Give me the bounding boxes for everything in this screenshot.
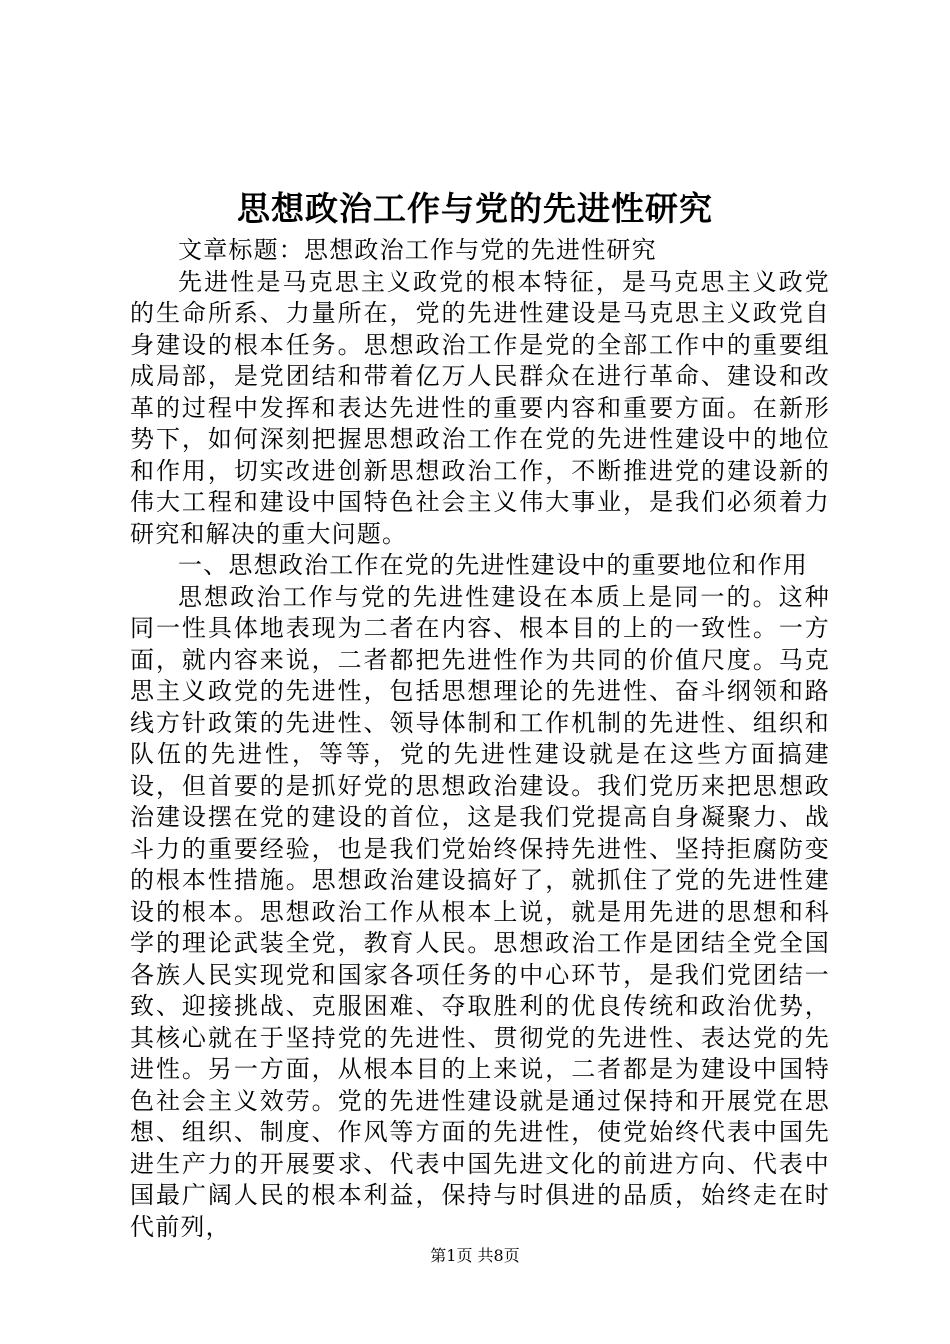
document-body	[130, 235, 830, 1243]
paragraph: 思想政治工作与党的先进性建设在本质上是同一的。这种同一性具体地表现为二者在内容、根本目的上的一致性。一方面，就内容来说，二者都把先进性作为共同的价值尺度。马克思主义政党的先进性，包括思想理论的先进性、奋斗纲领和路线方针政策的先进性、领导体制和工作机制的先进性、组织和队伍的先进性，等等，党的先进性建设就是在这些方面搞建设，但首要的是抓好党的思想政治建设。我们党历来把思想政治建设摆在党的建设的首位，这是我们党提高自身凝聚力、战斗力的重要经验，也是我们党始终保持先进性、坚持拒腐防变的根本性措施。思想政治建设搞好了，就抓住了党的先进性建设的根本。思想政治工作从根本上说，就是用先进的思想和科学的理论武装全党，教育人民。思想政治工作是团结全党全国各族人民实现党和国家各项任务的中心环节，是我们党团结一致、迎接挑战、克服困难、夺取胜利的优良传统和政治优势，其核心就在于坚持党的先进性、贯彻党的先进性、表达党的先进性。另一方面，从根本目的上来说，二者都是为建设中国特色社会主义效劳。党的先进性建设就是通过保持和开展党在思想、组织、制度、作风等方面的先进性，使党始终代表中国先进生产力的开展要求、代表中国先进文化的前进方向、代表中国最广阔人民的根本利益，保持与时俱进的品质，始终走在时代前列，	[130, 582, 830, 1241]
document-title: 思想政治工作与党的先进性研究	[237, 189, 713, 228]
paragraph: 先进性是马克思主义政党的根本特征，是马克思主义政党的生命所系、力量所在，党的先进性建设是马克思主义政党自身建设的根本任务。思想政治工作是党的全部工作中的重要组成局部，是党团结和带着亿万人民群众在进行革命、建设和改革的过程中发挥和表达先进性的重要内容和重要方面。在新形势下，如何深刻把握思想政治工作在党的先进性建设中的地位和作用，切实改进创新思想政治工作，不断推进党的建设新的伟大工程和建设中国特色社会主义伟大事业，是我们必须着力研究和解决的重大问题。	[130, 267, 830, 548]
article-heading-line: 文章标题：思想政治工作与党的先进性研究	[178, 236, 657, 264]
section-heading: 一、思想政治工作在党的先进性建设中的重要地位和作用	[178, 551, 808, 579]
page-footer: 第1页 共8页	[430, 1246, 520, 1265]
